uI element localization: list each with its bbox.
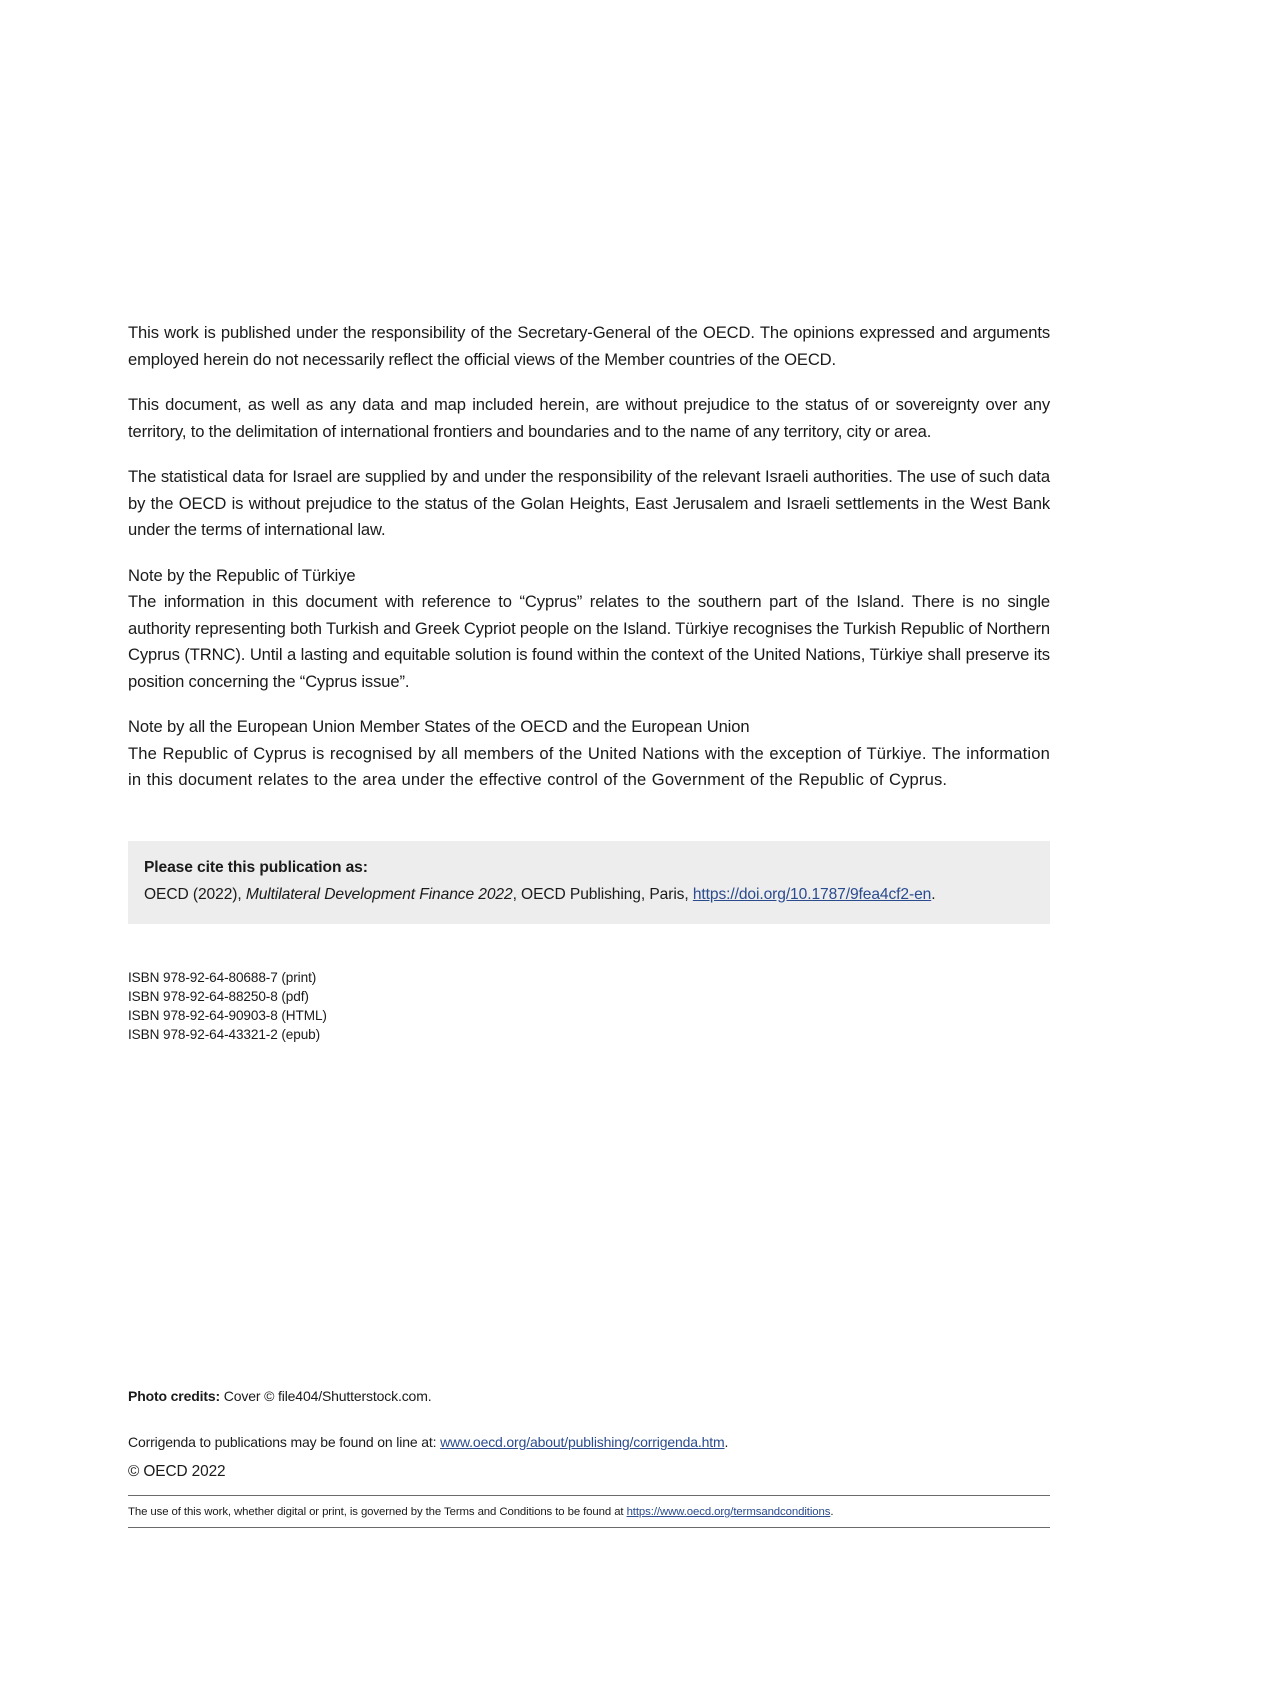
disclaimer-responsibility: This work is published under the responsibility of the Secretary-General of the OECD. The opinions expressed and arguments employed herein do not necessarily reflect the official views of the Member countries of the OECD. — [128, 323, 1050, 369]
note-european-union-body: The Republic of Cyprus is recognised by all members of the United Nations with the exception of Türkiye. The information in this document relates to the area under the effective control of the Government of the Republic of Cyprus. — [128, 743, 1050, 789]
citation-imprint: , OECD Publishing, Paris, — [512, 885, 693, 903]
citation-work-title: Multilateral Development Finance 2022 — [245, 885, 513, 903]
citation-terminator: . — [931, 885, 936, 903]
corrigenda-suffix: . — [724, 1434, 729, 1450]
copyright-line: © OECD 2022 — [128, 1463, 226, 1480]
terms-link[interactable]: https://www.oecd.org/termsandconditions — [626, 1506, 831, 1518]
isbn-print: ISBN 978-92-64-80688-7 (print) — [128, 969, 317, 985]
citation-author-year: OECD (2022), — [144, 885, 246, 903]
note-european-union-heading: Note by all the European Union Member States of the OECD and the European Union — [128, 717, 750, 736]
note-turkiye-body: The information in this document with reference to “Cyprus” relates to the southern part of the Island. There is no single authority representing both Turkish and Greek Cypriot people on the Island. Türkiye recognises the Turkish Republic of Northern Cyprus (TRNC). Until a lasting and equitable solution is found within the context of the United Nations, Türkiye shall preserve its position concerning the “Cyprus issue”. — [128, 592, 1050, 691]
citation-heading: Please cite this publication as: — [144, 858, 368, 876]
photo-credits — [128, 1386, 1050, 1406]
isbn-pdf: ISBN 978-92-64-88250-8 (pdf) — [128, 988, 309, 1004]
terms-prefix: The use of this work, whether digital or print, is governed by the Terms and Conditions to be found at — [128, 1506, 627, 1518]
photo-credits-value: Cover © file404/Shutterstock.com. — [220, 1388, 432, 1404]
isbn-epub: ISBN 978-92-64-43321-2 (epub) — [128, 1027, 321, 1043]
corrigenda-prefix: Corrigenda to publications may be found on line at: — [128, 1434, 441, 1450]
citation-box — [128, 841, 1050, 924]
note-european-union — [128, 714, 1050, 794]
terms-line — [128, 1503, 1050, 1521]
footer-rule-bottom — [128, 1527, 1050, 1528]
footer-rule-top — [128, 1495, 1050, 1496]
corrigenda-link[interactable]: www.oecd.org/about/publishing/corrigenda.htm — [440, 1434, 725, 1450]
corrigenda-line — [128, 1431, 1050, 1453]
disclaimer-territory: This document, as well as any data and map included herein, are without prejudice to the status of or sovereignty over any territory, to the delimitation of international frontiers and boundaries and to the name of any territory, city or area. — [128, 395, 1050, 441]
disclaimer-israel-statistics: The statistical data for Israel are supplied by and under the responsibility of the relevant Israeli authorities. The use of such data by the OECD is without prejudice to the status of the Golan Heights, East Jerusalem and Israeli settlements in the West Bank under the terms of international law. — [128, 467, 1050, 539]
citation-doi-link[interactable]: https://doi.org/10.1787/9fea4cf2-en — [692, 885, 932, 903]
note-turkiye-heading: Note by the Republic of Türkiye — [128, 565, 356, 585]
isbn-block — [128, 968, 1050, 1045]
note-turkiye — [128, 563, 1050, 696]
isbn-html: ISBN 978-92-64-90903-8 (HTML) — [128, 1007, 327, 1023]
citation-reference — [144, 883, 1034, 907]
terms-suffix: . — [830, 1506, 834, 1518]
photo-credits-label: Photo credits: — [128, 1388, 221, 1404]
page-footer — [128, 1431, 1050, 1528]
content-column — [128, 320, 1050, 1044]
